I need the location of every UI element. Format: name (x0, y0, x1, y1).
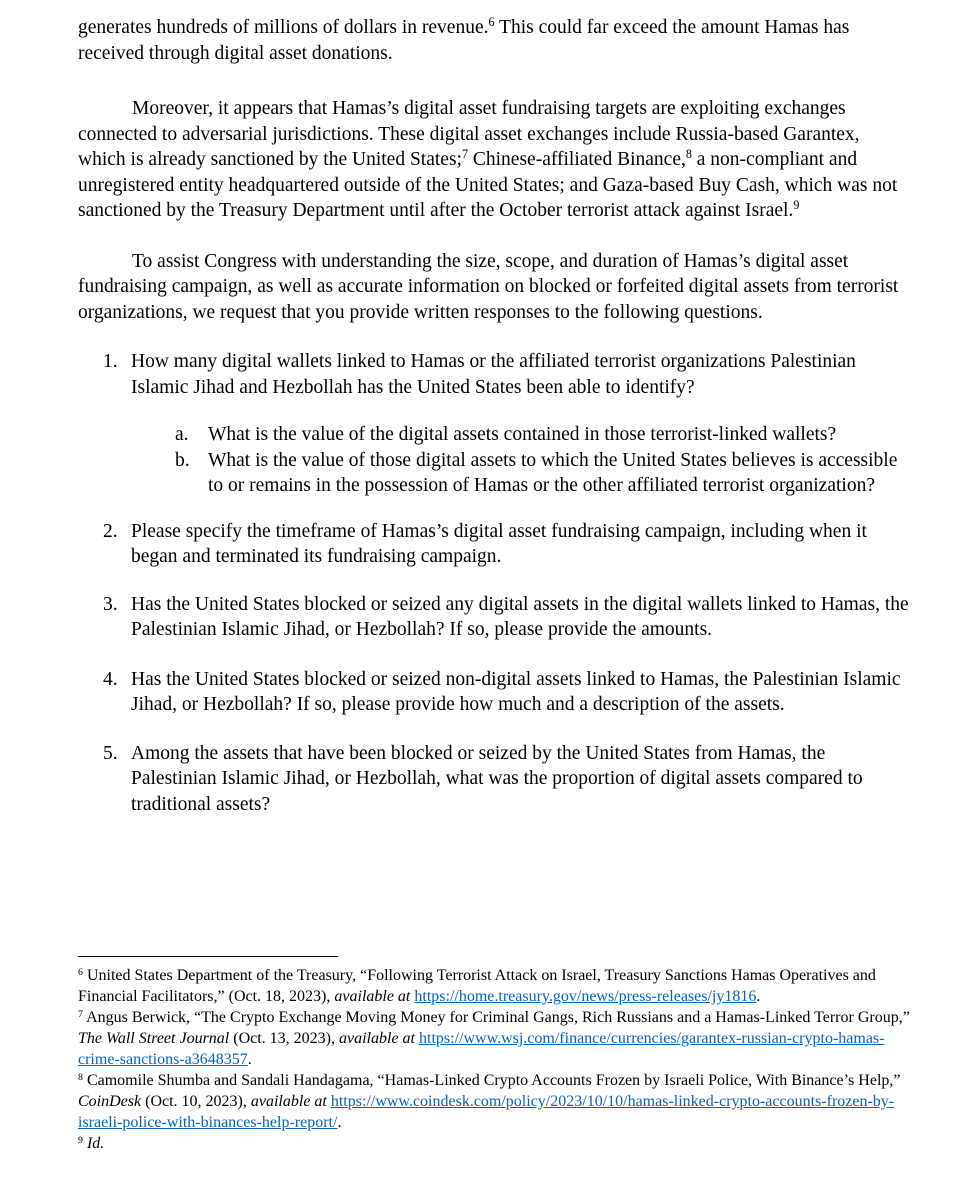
footnote-text: . (247, 1051, 252, 1068)
footnote-italic: available at (334, 988, 411, 1005)
subitem-letter: a. (175, 424, 189, 445)
question-1-sub-b (175, 448, 910, 499)
question-number: 2. (103, 520, 118, 542)
question-4 (103, 667, 910, 718)
footnote-text: Angus Berwick, “The Crypto Exchange Moving Money for Criminal Gangs, Rich Russians and a Hamas-Linked Terror Group,” (82, 1009, 910, 1026)
footnote-6-treasury-link[interactable]: https://home.treasury.gov/news/press-releases/jy1816 (414, 988, 757, 1005)
paragraph-request (78, 249, 910, 326)
question-1 (103, 349, 910, 400)
paragraph-text: a non-compliant and unregistered entity headquartered outside of the United States; and Gaza-based Buy Cash, which was not sanctioned by the Treasury Department until after the October terrorist attack against Israel. (78, 149, 898, 221)
questions-list (78, 349, 910, 817)
footnote-italic: available at (250, 1093, 327, 1110)
footnote-7-wsj-link[interactable]: https://www.wsj.com/finance/currencies/garantex-russian-crypto-hamas-crime-sanctions-a3648357 (78, 1030, 885, 1068)
question-1-subitems (175, 422, 910, 499)
question-text: How many digital wallets linked to Hamas or the affiliated terrorist organizations Palestinian Islamic Jihad and Hezbollah has the United States been able to identify? (131, 351, 856, 398)
question-3 (103, 592, 910, 643)
footnote-text: Camomile Shumba and Sandali Handagama, “Hamas-Linked Crypto Accounts Frozen by Israeli Police, With Binance’s Help,” (82, 1072, 901, 1089)
footnote-marker: 8 (78, 1071, 83, 1083)
footnote-6 (78, 965, 910, 1007)
question-text: Has the United States blocked or seized any digital assets in the digital wallets linked to Hamas, the Palestinian Islamic Jihad, or Hezbollah? If so, please provide the amounts. (131, 593, 909, 640)
footnote-ref-6: 6 (488, 15, 495, 30)
footnote-italic: Id. (86, 1135, 105, 1152)
paragraph-text: generates hundreds of millions of dollars in revenue. (78, 17, 489, 38)
question-text: Has the United States blocked or seized non-digital assets linked to Hamas, the Palestinian Islamic Jihad, or Hezbollah? If so, please provide how much and a description of the assets. (131, 668, 901, 715)
question-text: Please specify the timeframe of Hamas’s digital asset fundraising campaign, including when it began and terminated its fundraising campaign. (131, 520, 867, 567)
subitem-text: What is the value of the digital assets contained in those terrorist-linked wallets? (208, 424, 837, 445)
question-1-sub-a (175, 422, 910, 448)
question-number: 1. (103, 351, 118, 372)
footnote-italic: The Wall Street Journal (78, 1030, 230, 1047)
question-number: 3. (103, 593, 118, 615)
footnote-ref-7: 7 (461, 147, 468, 162)
paragraph-text: Moreover, it appears that Hamas’s digital asset fundraising targets are exploiting exchanges connected to adversarial jurisdictions. These digital asset exchanges include Russia-based Garantex, which is already sanctioned by the United States; (78, 98, 860, 170)
footnote-text: . (337, 1114, 342, 1131)
footnote-text: . (756, 988, 761, 1005)
footnote-text: (Oct. 13, 2023), (229, 1030, 340, 1047)
question-text: Among the assets that have been blocked or seized by the United States from Hamas, the Palestinian Islamic Jihad, or Hezbollah, what was the proportion of digital assets compared to traditional assets? (131, 742, 863, 815)
footnote-9 (78, 1133, 910, 1154)
subitem-text: What is the value of those digital assets to which the United States believes is accessible to or remains in the possession of Hamas or the other affiliated terrorist organization? (208, 449, 898, 496)
footnote-ref-8: 8 (685, 147, 692, 162)
question-number: 4. (103, 668, 118, 690)
question-5 (103, 741, 910, 818)
paragraph-revenue-continuation (78, 15, 910, 66)
footnote-8 (78, 1070, 910, 1133)
subitem-letter: b. (175, 449, 190, 471)
footnote-separator (78, 956, 338, 957)
footnote-italic: CoinDesk (78, 1093, 142, 1110)
footnote-text: United States Department of the Treasury, “Following Terrorist Attack on Israel, Treasury Sanctions Hamas Operatives and Financial Facilitators,” (Oct. 18, 2023), (78, 967, 876, 1005)
footnote-8-coindesk-link[interactable]: https://www.coindesk.com/policy/2023/10/10/hamas-linked-crypto-accounts-frozen-by-israeli-police-with-binances-help-report/ (78, 1093, 895, 1131)
footnote-marker: 7 (78, 1008, 83, 1020)
footnote-marker: 9 (78, 1134, 83, 1146)
footnote-marker: 6 (78, 966, 83, 978)
footnotes-section (78, 956, 910, 1154)
footnote-text: (Oct. 10, 2023), (141, 1093, 251, 1110)
paragraph-text: Chinese-affiliated Binance, (468, 149, 686, 170)
footnote-7 (78, 1007, 910, 1070)
footnote-italic: available at (339, 1030, 415, 1047)
question-2 (103, 519, 910, 570)
paragraph-exchanges (78, 96, 910, 224)
paragraph-text: To assist Congress with understanding the size, scope, and duration of Hamas’s digital asset fundraising campaign, as well as accurate information on blocked or forfeited digital assets from terrorist organizations, we request that you provide written responses to the following questions. (78, 250, 899, 323)
question-number: 5. (103, 742, 118, 764)
paragraph-text: This could far exceed the amount Hamas has received through digital asset donations. (78, 17, 850, 64)
footnote-ref-9: 9 (793, 198, 800, 213)
